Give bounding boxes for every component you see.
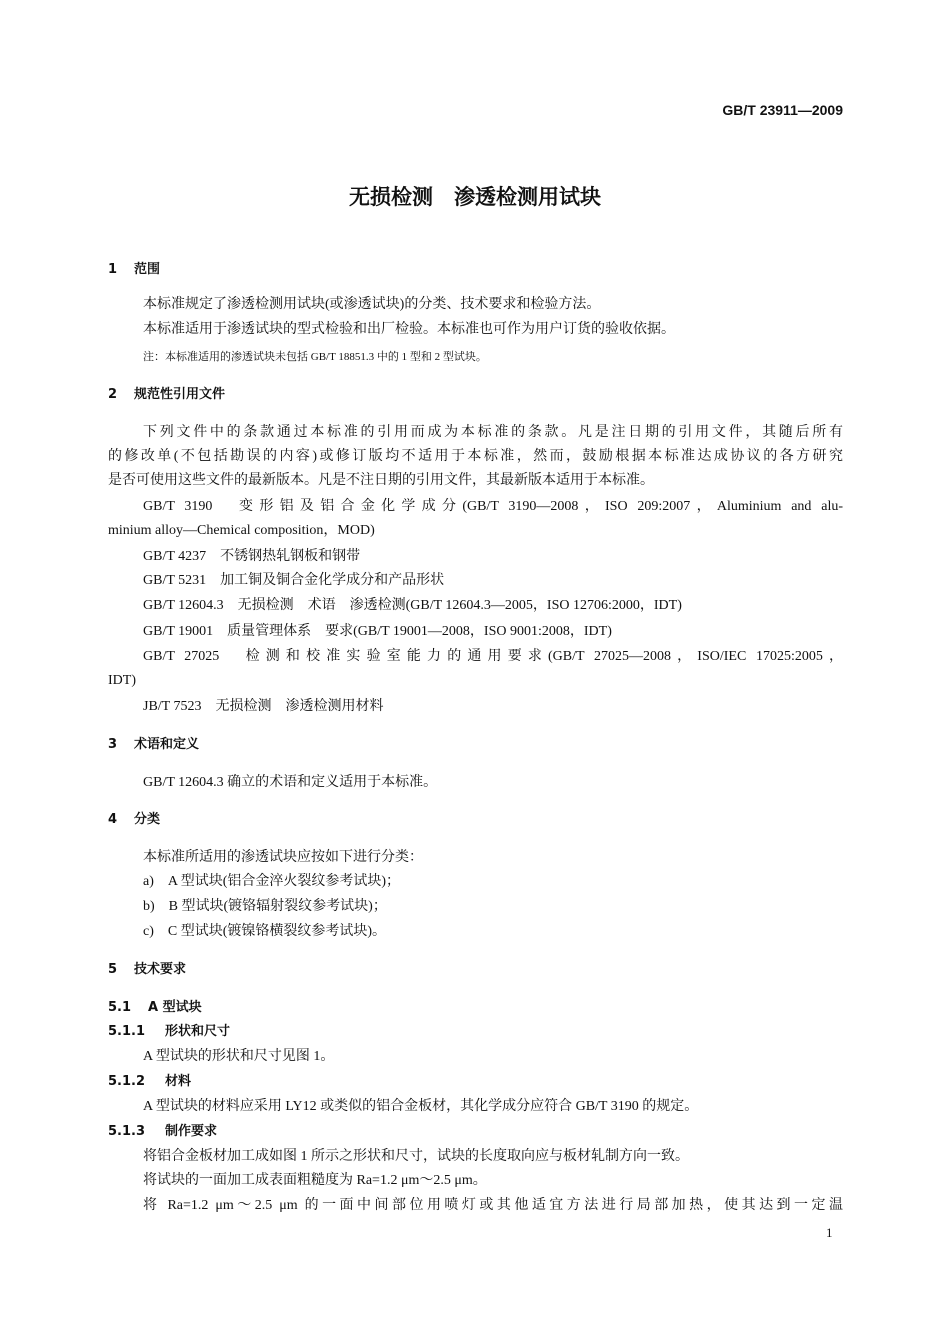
section-4-heading: [108, 811, 160, 829]
standard-code: GB/T 23911—2009: [722, 102, 843, 118]
paragraph-line: 的修改单(不包括勘误的内容)或修订版均不适用于本标准，然而，鼓励根据本标准达成协议的各方研究: [108, 449, 843, 464]
section-number: 2: [108, 387, 118, 402]
paragraph: 将铝合金板材加工成如图 1 所示之形状和尺寸，试块的长度取向应与板材轧制方向一致。: [143, 1149, 689, 1164]
section-number: 5.1: [108, 1000, 132, 1015]
section-number: 5.1.3: [108, 1124, 146, 1139]
reference-item: GB/T 19001 质量管理体系 要求(GB/T 19001—2008，ISO 9001:2008，IDT): [143, 624, 612, 639]
page-number: 1: [826, 1225, 833, 1240]
section-title: 术语和定义: [134, 737, 200, 752]
section-number: 5.1.2: [108, 1074, 146, 1089]
section-title: A 型试块: [148, 1000, 202, 1015]
paragraph-line: 是否可使用这些文件的最新版本。凡是不注日期的引用文件，其最新版本适用于本标准。: [108, 473, 654, 488]
paragraph-line: 下列文件中的条款通过本标准的引用而成为本标准的条款。凡是注日期的引用文件，其随后所有: [143, 425, 843, 440]
paragraph-line: 将 Ra=1.2 μm～2.5 μm 的一面中间部位用喷灯或其他适宜方法进行局部加热，使其达到一定温: [143, 1198, 843, 1213]
section-number: 1: [108, 262, 118, 277]
subsection-5-1-heading: [108, 999, 202, 1017]
section-3-heading: [108, 736, 199, 754]
list-item: c) C 型试块(镀镍铬横裂纹参考试块)。: [143, 924, 387, 939]
section-title: 规范性引用文件: [134, 387, 226, 402]
section-title: 范围: [134, 262, 161, 277]
list-item: a) A 型试块(铝合金淬火裂纹参考试块)；: [143, 874, 401, 889]
subsection-5-1-3-heading: [108, 1123, 217, 1141]
reference-item-cont: minium alloy—Chemical composition，MOD): [108, 523, 375, 538]
section-number: 4: [108, 812, 118, 827]
paragraph: A 型试块的材料应采用 LY12 或类似的铝合金板材，其化学成分应符合 GB/T 3190 的规定。: [143, 1099, 699, 1114]
paragraph: 本标准规定了渗透检测用试块(或渗透试块)的分类、技术要求和检验方法。: [143, 297, 601, 312]
subsection-5-1-2-heading: [108, 1073, 191, 1091]
document-title: 无损检测 渗透检测用试块: [349, 185, 601, 209]
reference-item: GB/T 5231 加工铜及铜合金化学成分和产品形状: [143, 573, 445, 588]
reference-item: GB/T 27025 检测和校准实验室能力的通用要求(GB/T 27025—2008，ISO/IEC 17025:2005，: [143, 649, 843, 664]
reference-item: GB/T 4237 不锈钢热轧钢板和钢带: [143, 549, 361, 564]
section-number: 5.1.1: [108, 1024, 146, 1039]
section-title: 分类: [134, 812, 161, 827]
section-number: 3: [108, 737, 118, 752]
section-title: 制作要求: [165, 1124, 218, 1139]
section-number: 5: [108, 962, 118, 977]
subsection-5-1-1-heading: [108, 1023, 230, 1041]
section-title: 形状和尺寸: [165, 1024, 231, 1039]
paragraph: 将试块的一面加工成表面粗糙度为 Ra=1.2 μm～2.5 μm。: [143, 1173, 487, 1188]
paragraph: GB/T 12604.3 确立的术语和定义适用于本标准。: [143, 775, 438, 790]
paragraph: 本标准适用于渗透试块的型式检验和出厂检验。本标准也可作为用户订货的验收依据。: [143, 322, 675, 337]
note: 注：本标准适用的渗透试块未包括 GB/T 18851.3 中的 1 型和 2 型试块。: [143, 351, 487, 363]
reference-item: JB/T 7523 无损检测 渗透检测用材料: [143, 699, 384, 714]
section-title: 材料: [165, 1074, 192, 1089]
section-title: 技术要求: [134, 962, 187, 977]
paragraph: 本标准所适用的渗透试块应按如下进行分类：: [143, 850, 423, 865]
section-5-heading: [108, 961, 186, 979]
list-item: b) B 型试块(镀铬辐射裂纹参考试块)；: [143, 899, 387, 914]
reference-item: GB/T 3190 变形铝及铝合金化学成分(GB/T 3190—2008，ISO 209:2007，Aluminium and alu-: [143, 499, 843, 514]
section-1-heading: [108, 261, 160, 279]
paragraph: A 型试块的形状和尺寸见图 1。: [143, 1049, 335, 1064]
reference-item-cont: IDT): [108, 673, 136, 688]
section-2-heading: [108, 386, 225, 404]
reference-item: GB/T 12604.3 无损检测 术语 渗透检测(GB/T 12604.3—2005，ISO 12706:2000，IDT): [143, 598, 682, 613]
